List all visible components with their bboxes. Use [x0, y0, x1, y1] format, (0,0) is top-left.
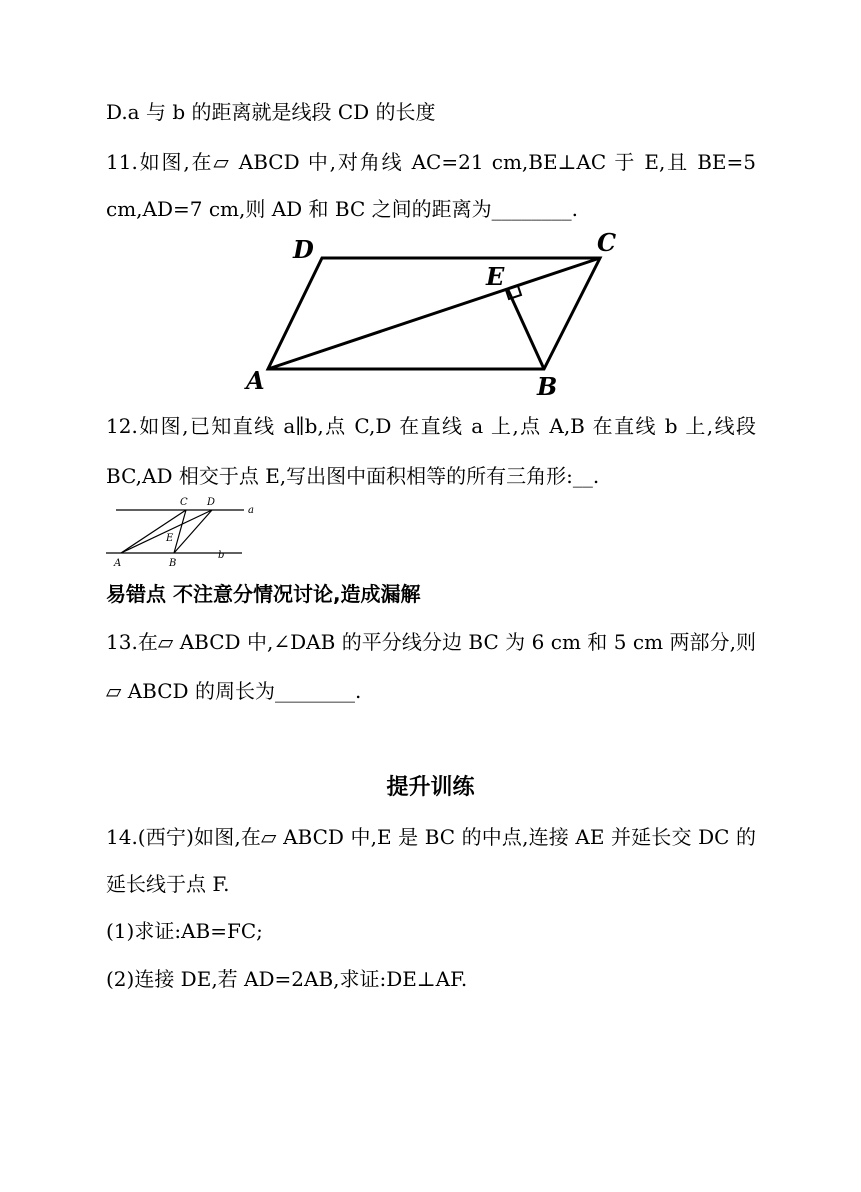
- label-c: C: [597, 228, 617, 257]
- question-14-part-1: (1)求证:AB=FC;: [106, 919, 263, 943]
- label-b-small: B: [169, 558, 177, 569]
- section-title: 提升训练: [386, 775, 475, 800]
- question-14-part-2: (2)连接 DE,若 AD=2AB,求证:DE⊥AF.: [106, 967, 468, 991]
- label-e-small: E: [166, 533, 174, 544]
- label-b: B: [537, 372, 558, 401]
- label-e: E: [486, 262, 505, 291]
- label-b-line: b: [218, 550, 225, 561]
- error-point-title: 易错点 不注意分情况讨论,造成漏解: [106, 582, 421, 606]
- question-14-line-2: 延长线于点 F.: [106, 872, 230, 896]
- label-a-small: A: [114, 558, 122, 569]
- label-a-line: a: [248, 505, 254, 516]
- label-c-small: C: [180, 497, 188, 508]
- question-14-line-1: 14.(西宁)如图,在▱ ABCD 中,E 是 BC 的中点,连接 AE 并延长交 DC 的: [106, 825, 756, 849]
- question-12-line-2: BC,AD 相交于点 E,写出图中面积相等的所有三角形:__.: [106, 464, 600, 488]
- question-13-line-2: ▱ ABCD 的周长为________.: [106, 679, 362, 703]
- label-a: A: [246, 366, 265, 395]
- segment-ad: [121, 510, 212, 553]
- question-11-line-2: cm,AD=7 cm,则 AD 和 BC 之间的距离为________.: [106, 197, 579, 221]
- question-11-line-1: 11.如图,在▱ ABCD 中,对角线 AC=21 cm,BE⊥AC 于 E,且 BE=5: [106, 150, 756, 174]
- label-d: D: [293, 235, 314, 264]
- question-12-line-1: 12.如图,已知直线 a∥b,点 C,D 在直线 a 上,点 A,B 在直线 b 上,线段: [106, 414, 756, 438]
- label-d-small: D: [207, 497, 216, 508]
- question-13-line-1: 13.在▱ ABCD 中,∠DAB 的平分线分边 BC 为 6 cm 和 5 cm 两部分,则: [106, 630, 756, 654]
- option-d-text: D.a 与 b 的距离就是线段 CD 的长度: [106, 100, 436, 124]
